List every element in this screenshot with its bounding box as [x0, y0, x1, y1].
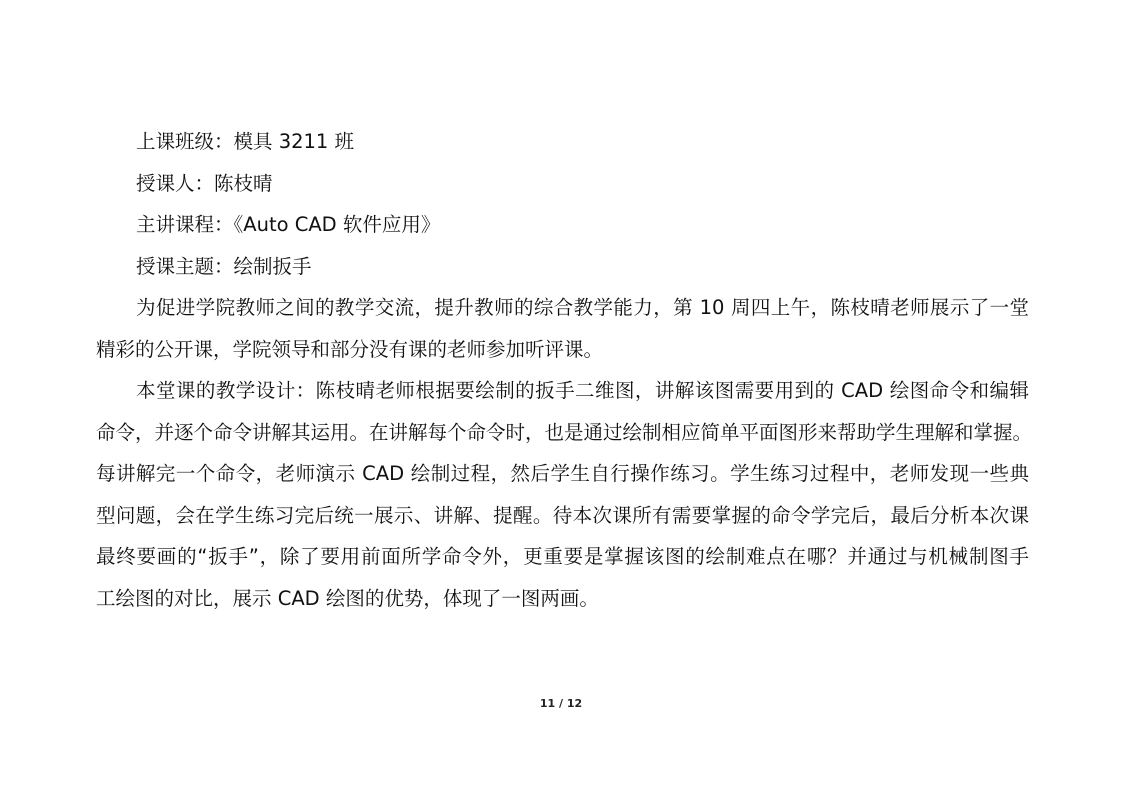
intro-paragraph-line: 为促进学院教师之间的教学交流，提升教师的综合教学能力，第 10 周四上午，陈枝晴老师展示了一堂	[136, 296, 1029, 319]
teacher-info-line: 授课人：陈枝晴	[136, 171, 273, 195]
design-paragraph-line: 最终要画的“扳手”，除了要用前面所学命令外，更重要是掌握该图的绘制难点在哪？并通过与机械制图手	[96, 545, 1029, 568]
design-paragraph-line: 型问题，会在学生练习完后统一展示、讲解、提醒。待本次课所有需要掌握的命令学完后，最后分析本次课	[96, 503, 1029, 527]
topic-info-line: 授课主题：绘制扳手	[136, 254, 312, 278]
design-paragraph-line: 工绘图的对比，展示 CAD 绘图的优势，体现了一图两画。	[96, 586, 599, 610]
design-paragraph-line: 每讲解完一个命令，老师演示 CAD 绘制过程，然后学生自行操作练习。学生练习过程中，老师发现一些典	[96, 462, 1029, 485]
class-info-line: 上课班级：模具 3211 班	[136, 130, 355, 153]
design-paragraph-line: 命令，并逐个命令讲解其运用。在讲解每个命令时，也是通过绘制相应简单平面图形来帮助学生理解和掌握。	[96, 420, 1033, 444]
intro-paragraph-line: 精彩的公开课，学院领导和部分没有课的老师参加听评课。	[96, 337, 604, 361]
design-paragraph	[96, 370, 1033, 619]
document-body	[96, 121, 1033, 619]
page-number: 11 / 12	[539, 697, 583, 710]
design-paragraph-line: 本堂课的教学设计：陈枝晴老师根据要绘制的扳手二维图，讲解该图需要用到的 CAD 绘图命令和编辑	[136, 379, 1029, 402]
intro-paragraph	[96, 287, 1029, 370]
course-info-line: 主讲课程：《Auto CAD 软件应用》	[136, 213, 441, 236]
